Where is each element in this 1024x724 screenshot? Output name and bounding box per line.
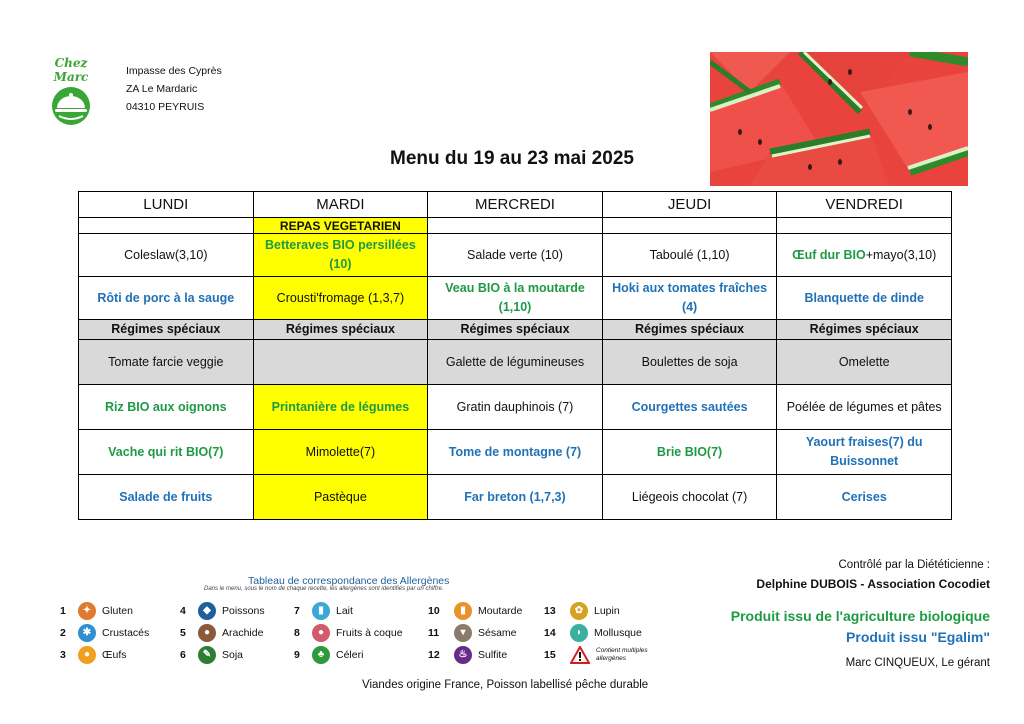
empty-cell xyxy=(79,218,254,234)
menu-table xyxy=(78,191,952,520)
dessert-cell: Pastèque xyxy=(253,475,428,520)
allergen-label: Sésame xyxy=(478,627,517,639)
regime-cell: Galette de légumineuses xyxy=(428,340,603,385)
day-header: MARDI xyxy=(253,192,428,218)
manager-signature: Marc CINQUEUX, Le gérant xyxy=(845,657,990,669)
allergen-number: 10 xyxy=(428,605,440,617)
allergen-number: 11 xyxy=(428,627,440,639)
allergen-number: 1 xyxy=(60,605,66,617)
allergen-item xyxy=(180,602,265,620)
allergen-subtitle: Dans le menu, sous le nom de chaque recette, les allergènes sont identifiés par un chiffre. xyxy=(204,586,444,592)
empty-cell xyxy=(428,218,603,234)
allergen-item xyxy=(428,602,522,620)
bio-legend: Produit issu de l'agriculture biologique xyxy=(730,608,990,624)
shell-icon: ◗ xyxy=(570,624,588,642)
allergen-label: Soja xyxy=(222,649,244,661)
allergen-label: Lait xyxy=(336,605,353,617)
allergen-number: 6 xyxy=(180,649,186,661)
starter-cell: Coleslaw(3,10) xyxy=(79,234,254,277)
regimes-label: Régimes spéciaux xyxy=(602,320,777,340)
main-cell: Rôti de porc à la sauge xyxy=(79,277,254,320)
sesame-icon: ▾ xyxy=(454,624,472,642)
starter-cell: Taboulé (1,10) xyxy=(602,234,777,277)
dairy-cell: Vache qui rit BIO(7) xyxy=(79,430,254,475)
side-cell: Gratin dauphinois (7) xyxy=(428,385,603,430)
nut-icon: ● xyxy=(312,624,330,642)
dietitian-block xyxy=(756,556,990,594)
empty-cell xyxy=(777,218,952,234)
starter-cell xyxy=(777,234,952,277)
address-line: 04310 PEYRUIS xyxy=(126,101,205,113)
regimes-label: Régimes spéciaux xyxy=(777,320,952,340)
allergen-number: 4 xyxy=(180,605,186,617)
logo xyxy=(36,56,106,126)
starter-cell: Betteraves BIO persillées (10) xyxy=(253,234,428,277)
empty-cell xyxy=(602,218,777,234)
regime-cell xyxy=(253,340,428,385)
bio-part: Œuf dur BIO xyxy=(792,247,866,262)
allergen-number: 14 xyxy=(544,627,556,639)
egalim-legend: Produit issu "Egalim" xyxy=(846,629,990,645)
dessert-cell: Liégeois chocolat (7) xyxy=(602,475,777,520)
regime-cell: Omelette xyxy=(777,340,952,385)
dairy-cell: Brie BIO(7) xyxy=(602,430,777,475)
dessert-cell: Cerises xyxy=(777,475,952,520)
allergen-label: Œufs xyxy=(102,649,127,661)
day-header: MERCREDI xyxy=(428,192,603,218)
days-header-row xyxy=(79,192,952,218)
milk-icon: ▮ xyxy=(312,602,330,620)
regimes-label: Régimes spéciaux xyxy=(79,320,254,340)
allergen-item xyxy=(294,602,353,620)
logo-text: Chez Marc xyxy=(53,56,89,84)
allergen-item xyxy=(428,624,517,642)
allergen-item xyxy=(544,624,642,642)
regimes-row xyxy=(79,340,952,385)
allergen-number: 12 xyxy=(428,649,440,661)
address xyxy=(126,62,222,116)
allergen-label: Arachide xyxy=(222,627,264,639)
main-cell: Hoki aux tomates fraîches (4) xyxy=(602,277,777,320)
allergen-label: Moutarde xyxy=(478,605,523,617)
fish-icon: ◆ xyxy=(198,602,216,620)
color-legend xyxy=(731,606,990,648)
day-header: JEUDI xyxy=(602,192,777,218)
allergen-label: Fruits à coque xyxy=(336,627,403,639)
allergen-item xyxy=(544,602,620,620)
allergen-item xyxy=(544,646,666,664)
page-title: Menu du 19 au 23 mai 2025 xyxy=(390,148,634,169)
side-row xyxy=(79,385,952,430)
dessert-row xyxy=(79,475,952,520)
soy-icon: ✎ xyxy=(198,646,216,664)
side-cell: Poélée de légumes et pâtes xyxy=(777,385,952,430)
allergen-label: Contient multiples allergènes xyxy=(596,647,648,662)
regimes-header-row xyxy=(79,320,952,340)
allergen-item xyxy=(294,624,403,642)
allergen-label: Céleri xyxy=(336,649,364,661)
sulfite-icon: ♨ xyxy=(454,646,472,664)
regimes-label: Régimes spéciaux xyxy=(428,320,603,340)
controle-line: Contrôlé par la Diététicienne : xyxy=(838,559,990,571)
allergen-number: 13 xyxy=(544,605,556,617)
allergen-item xyxy=(60,602,133,620)
vegetarian-row xyxy=(79,218,952,234)
allergen-item xyxy=(180,646,243,664)
main-row xyxy=(79,277,952,320)
address-line: ZA Le Mardaric xyxy=(126,83,198,95)
dietitian-name: Delphine DUBOIS - Association Cocodiet xyxy=(756,577,990,591)
day-header: LUNDI xyxy=(79,192,254,218)
rest-part: +mayo(3,10) xyxy=(865,247,937,262)
crab-icon: ✱ xyxy=(78,624,96,642)
main-cell: Blanquette de dinde xyxy=(777,277,952,320)
allergen-item xyxy=(60,624,149,642)
allergen-number: 8 xyxy=(294,627,300,639)
mustard-icon: ▮ xyxy=(454,602,472,620)
starter-cell: Salade verte (10) xyxy=(428,234,603,277)
regimes-label: Régimes spéciaux xyxy=(253,320,428,340)
allergen-number: 9 xyxy=(294,649,300,661)
allergen-number: 15 xyxy=(544,649,556,661)
dairy-row xyxy=(79,430,952,475)
dairy-cell: Tome de montagne (7) xyxy=(428,430,603,475)
allergen-item xyxy=(294,646,363,664)
allergen-number: 2 xyxy=(60,627,66,639)
allergen-item xyxy=(428,646,507,664)
day-header: VENDREDI xyxy=(777,192,952,218)
allergen-label: Gluten xyxy=(102,605,133,617)
dessert-cell: Salade de fruits xyxy=(79,475,254,520)
starter-row xyxy=(79,234,952,277)
allergen-item xyxy=(60,646,127,664)
allergen-label: Lupin xyxy=(594,605,620,617)
allergen-label: Sulfite xyxy=(478,649,508,661)
side-cell: Printanière de légumes xyxy=(253,385,428,430)
main-cell: Veau BIO à la moutarde (1,10) xyxy=(428,277,603,320)
allergen-title: Tableau de correspondance des Allergènes xyxy=(248,575,450,587)
allergen-label: Poissons xyxy=(222,605,265,617)
dairy-cell: Mimolette(7) xyxy=(253,430,428,475)
wheat-icon: ✦ xyxy=(78,602,96,620)
allergen-number: 5 xyxy=(180,627,186,639)
lupin-icon: ✿ xyxy=(570,602,588,620)
allergen-item xyxy=(180,624,263,642)
egg-icon: ● xyxy=(78,646,96,664)
allergen-number: 7 xyxy=(294,605,300,617)
allergen-number: 3 xyxy=(60,649,66,661)
peanut-icon: ● xyxy=(198,624,216,642)
dessert-cell: Far breton (1,7,3) xyxy=(428,475,603,520)
side-cell: Riz BIO aux oignons xyxy=(79,385,254,430)
warning-icon xyxy=(570,646,590,664)
allergen-label: Crustacés xyxy=(102,627,150,639)
cloche-icon xyxy=(45,86,97,126)
address-line: Impasse des Cyprès xyxy=(126,65,222,77)
regime-cell: Boulettes de soja xyxy=(602,340,777,385)
celery-icon: ♣ xyxy=(312,646,330,664)
main-cell: Crousti'fromage (1,3,7) xyxy=(253,277,428,320)
origin-note: Viandes origine France, Poisson labellisé pêche durable xyxy=(362,679,649,691)
side-cell: Courgettes sautées xyxy=(602,385,777,430)
vegetarian-badge: REPAS VEGETARIEN xyxy=(253,218,428,234)
dairy-cell: Yaourt fraises(7) du Buissonnet xyxy=(777,430,952,475)
allergen-label: Mollusque xyxy=(594,627,642,639)
regime-cell: Tomate farcie veggie xyxy=(79,340,254,385)
